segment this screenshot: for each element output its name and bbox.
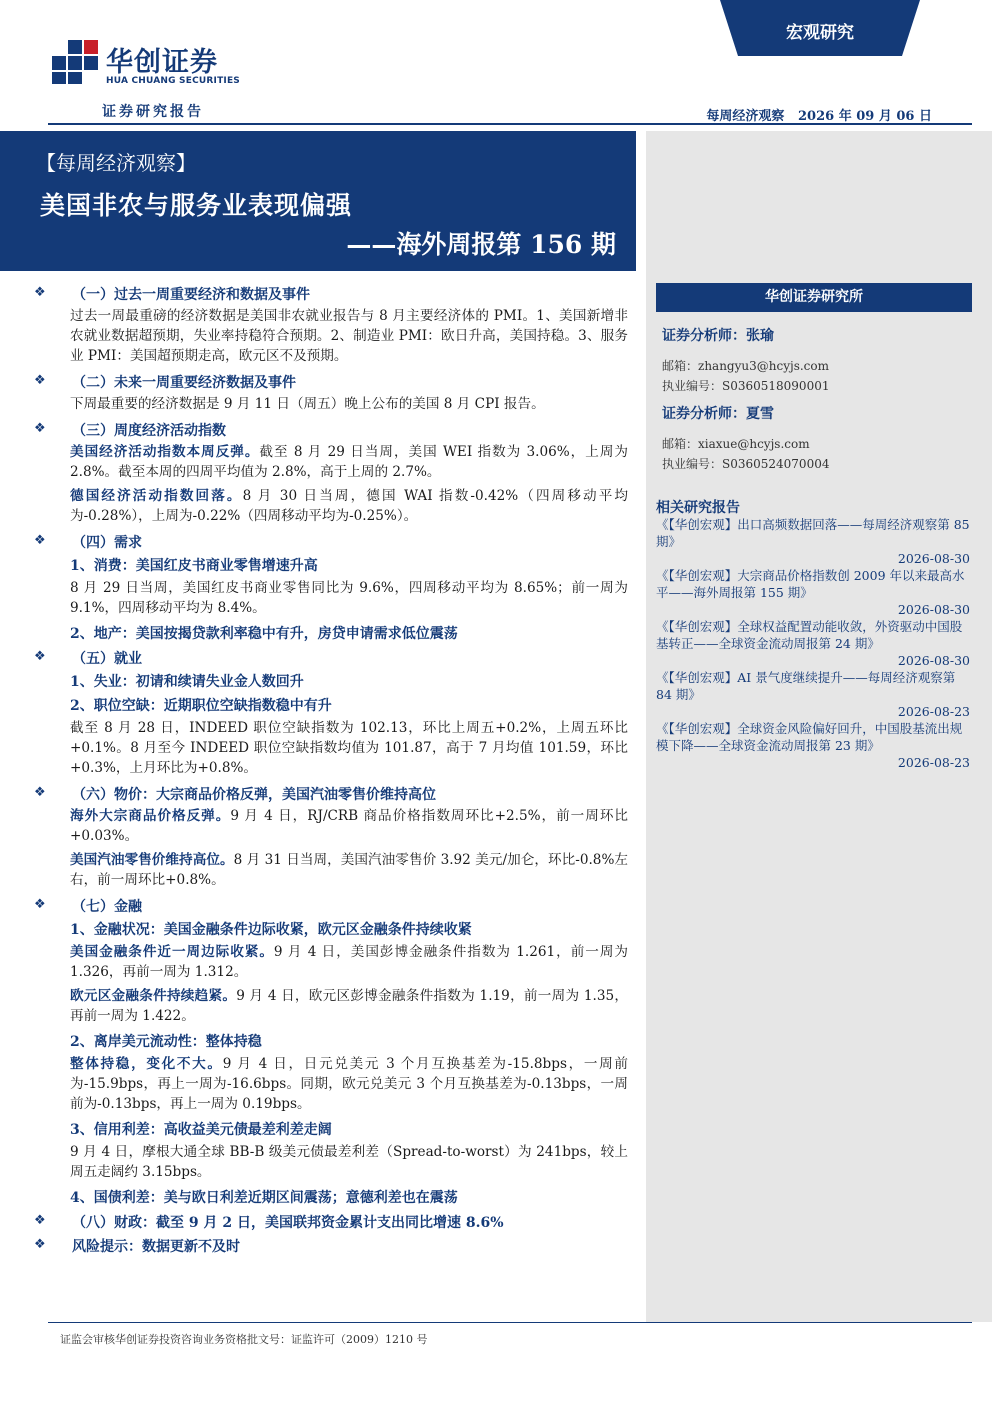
related-report-link[interactable]: 《【华创宏观】出口高频数据回落——每周经济观察第 85 期》 [656, 517, 970, 549]
header-divider [48, 123, 972, 125]
paragraph: 美国汽油零售价维持高位。8 月 31 日当周，美国汽油零售价 3.92 美元/加仑，环比-0.8%左右，前一周环比+0.8%。 [70, 852, 628, 888]
analyst-email[interactable]: 邮箱：zhangyu3@hcyjs.com [662, 359, 830, 373]
analyst-license: 执业编号：S0360518090001 [662, 379, 830, 393]
bullet-diamond-icon: ❖ [34, 897, 46, 912]
analyst-name: 证券分析师：张瑜 [662, 328, 774, 344]
analyst-name: 证券分析师：夏雪 [662, 406, 774, 422]
section-heading: ❖ （五）就业 [34, 649, 142, 667]
report-type-label: 证券研究报告 [102, 104, 204, 120]
bullet-diamond-icon: ❖ [34, 421, 46, 436]
related-report-link[interactable]: 《【华创宏观】AI 景气度继续提升——每周经济观察第 84 期》 [656, 670, 956, 702]
subsection-heading: 2、地产：美国按揭贷款利率稳中有升，房贷申请需求低位震荡 [70, 626, 458, 642]
section-heading: ❖ （六）物价：大宗商品价格反弹，美国汽油零售价维持高位 [34, 785, 436, 803]
bullet-diamond-icon: ❖ [34, 373, 46, 388]
page-subtitle: ——海外周报第 156 期 [346, 230, 616, 259]
section-heading: ❖ （二）未来一周重要经济数据及事件 [34, 373, 296, 391]
bullet-diamond-icon: ❖ [34, 285, 46, 300]
company-name-en: HUA CHUANG SECURITIES [106, 76, 240, 86]
bullet-diamond-icon: ❖ [34, 649, 46, 664]
institute-bar: 华创证券研究所 [656, 283, 972, 312]
company-name-cn: 华创证券 [106, 47, 218, 78]
analyst-license: 执业编号：S0360524070004 [662, 457, 830, 471]
footer-disclaimer: 证监会审核华创证券投资咨询业务资格批文号：证监许可（2009）1210 号 [60, 1333, 428, 1346]
related-report-date: 2026-08-23 [897, 704, 970, 719]
bullet-diamond-icon: ❖ [34, 1213, 46, 1228]
section-heading: ❖ （三）周度经济活动指数 [34, 421, 226, 439]
page-title: 美国非农与服务业表现偏强 [40, 191, 353, 220]
related-report-date: 2026-08-30 [897, 602, 970, 617]
paragraph: 8 月 29 日当周，美国红皮书商业零售同比为 9.6%，四周移动平均为 8.65%；前一周为 9.1%，四周移动平均为 8.4%。 [70, 580, 628, 616]
related-reports-heading: 相关研究报告 [656, 500, 740, 516]
paragraph: 下周最重要的经济数据是 9 月 11 日（周五）晚上公布的美国 8 月 CPI 报告。 [70, 396, 545, 412]
section-heading: ❖ （四）需求 [34, 533, 142, 551]
series-date: 每周经济观察 2026 年 09 月 06 日 [706, 109, 932, 124]
subsection-heading: 1、金融状况：美国金融条件边际收紧，欧元区金融条件持续收紧 [70, 922, 472, 938]
paragraph: 欧元区金融条件持续趋紧。9 月 4 日，欧元区彭博金融条件指数为 1.19，前一周为 1.35，再前一周为 1.422。 [70, 988, 629, 1024]
related-reports-list [656, 516, 972, 771]
bullet-diamond-icon: ❖ [34, 785, 46, 800]
subsection-heading: 3、信用利差：高收益美元债最差利差走阔 [70, 1122, 332, 1138]
related-report-link[interactable]: 《【华创宏观】大宗商品价格指数创 2009 年以来最高水平——海外周报第 155 期》 [656, 568, 965, 600]
footer-divider [48, 1322, 972, 1323]
summary-body [0, 282, 640, 1258]
subsection-heading: 4、国债利差：美与欧日利差近期区间震荡；意德利差也在震荡 [70, 1190, 458, 1206]
subsection-heading: 2、离岸美元流动性：整体持稳 [70, 1034, 262, 1050]
section-heading: ❖ （七）金融 [34, 897, 142, 915]
subsection-heading: 2、职位空缺：近期职位空缺指数稳中有升 [70, 698, 332, 714]
section-heading: ❖ （一）过去一周重要经济和数据及事件 [34, 285, 310, 303]
bullet-diamond-icon: ❖ [34, 1237, 46, 1252]
related-report-link[interactable]: 《【华创宏观】全球权益配置动能收敛，外资驱动中国股基转正——全球资金流动周报第 24 期》 [656, 619, 963, 651]
subsection-heading: 1、消费：美国红皮书商业零售增速升高 [70, 558, 318, 574]
paragraph: 整体持稳，变化不大。9 月 4 日，日元兑美元 3 个月互换基差为-15.8bps，一周前为-15.9bps，再上一周为-16.6bps。同期，欧元兑美元 3 个月互换基差为-0.13bps，一周前为-0.13bps，再上一周为 0.19bps。 [70, 1056, 628, 1112]
subsection-heading: 1、失业：初请和续请失业金人数回升 [70, 674, 304, 690]
paragraph: 海外大宗商品价格反弹。9 月 4 日，RJ/CRB 商品价格指数周环比+2.5%，前一周环比+0.03%。 [70, 808, 628, 844]
title-series: 【每周经济观察】 [36, 151, 196, 175]
related-report-date: 2026-08-23 [897, 755, 970, 770]
paragraph: 截至 8 月 28 日，INDEED 职位空缺指数为 102.13，环比上周五+0.2%，上周五环比+0.1%。8 月至今 INDEED 职位空缺指数均值为 101.87，高于 7 月均值 101.59，环比+0.3%，上月环比为+0.8%。 [70, 720, 628, 776]
related-report-link[interactable]: 《【华创宏观】全球资金风险偏好回升，中国股基流出规模下降——全球资金流动周报第 23 期》 [656, 721, 963, 753]
paragraph: 美国金融条件近一周边际收紧。9 月 4 日，美国彭博金融条件指数为 1.261，前一周为 1.326，再前一周为 1.312。 [70, 944, 629, 980]
related-report-date: 2026-08-30 [897, 653, 970, 668]
paragraph: 美国经济活动指数本周反弹。截至 8 月 29 日当周，美国 WEI 指数为 3.06%，上周为 2.8%。截至本周的四周平均值为 2.8%，高于上周的 2.7%。 [70, 444, 628, 480]
section-heading: ❖ （八）财政：截至 9 月 2 日，美国联邦资金累计支出同比增速 8.6% [34, 1213, 504, 1231]
company-logo-icon [52, 40, 98, 84]
related-report-date: 2026-08-30 [897, 551, 970, 566]
title-banner [0, 131, 636, 271]
section-heading: ❖ 风险提示：数据更新不及时 [34, 1237, 240, 1255]
analyst-email[interactable]: 邮箱：xiaxue@hcyjs.com [662, 437, 810, 451]
paragraph: 德国经济活动指数回落。8 月 30 日当周，德国 WAI 指数-0.42%（四周移动平均为-0.28%），上周为-0.22%（四周移动平均为-0.25%）。 [70, 488, 629, 524]
category-tab-label: 宏观研究 [786, 23, 854, 43]
paragraph: 过去一周最重磅的经济数据是美国非农就业报告与 8 月主要经济体的 PMI。1、美国新增非农就业数据超预期，失业率持稳符合预期。2、制造业 PMI：欧日升高，美国持稳。3、服务业 PMI：美国超预期走高，欧元区不及预期。 [70, 308, 628, 364]
bullet-diamond-icon: ❖ [34, 533, 46, 548]
paragraph: 9 月 4 日，摩根大通全球 BB-B 级美元债最差利差（Spread-to-worst）为 241bps，较上周五走阔约 3.15bps。 [70, 1144, 628, 1180]
